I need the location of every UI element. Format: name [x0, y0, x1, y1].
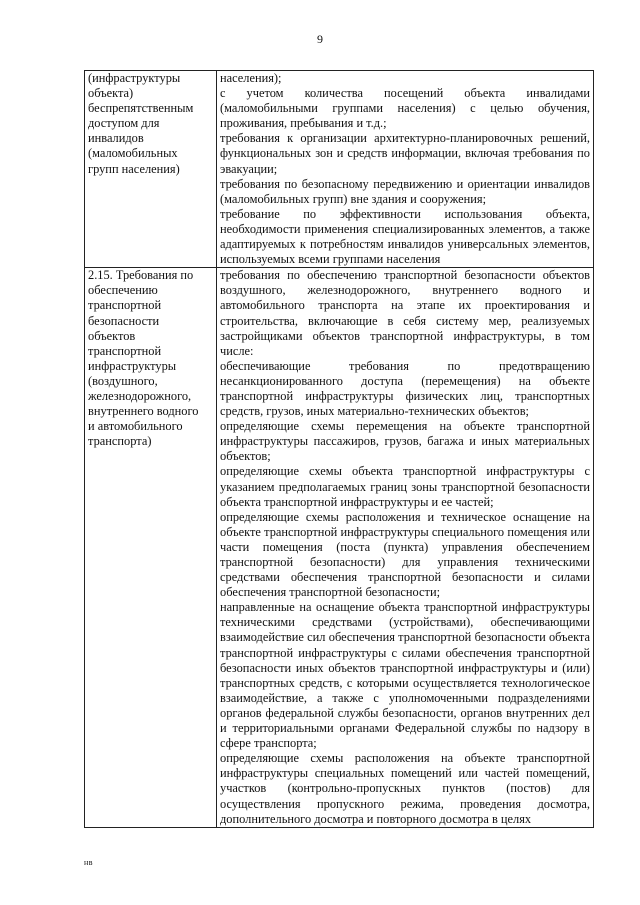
- page-number: 9: [317, 32, 323, 46]
- paragraph: определяющие схемы расположения на объекте транспортной инфраструктуры специальных помещений или частей помещений, участков (контрольно-пропускных пунктов (постов) для осуществления пропускного режима, проведения досмотра, дополнительного досмотра и повторного досмотра в целях: [220, 751, 590, 826]
- paragraph: обеспечивающие требования по предотвращению несанкционированного доступа (перемещения) на объекте транспортной инфраструктуры физических лиц, транспортных средств, грузов, иных материально-технических объектов;: [220, 358, 590, 419]
- cell-line: объектов: [88, 328, 136, 343]
- cell-line: 2.15. Требования по: [88, 268, 194, 283]
- paragraph: направленные на оснащение объекта транспортной инфраструктуры техническими средствами (устройствами), обеспечивающими взаимодействие сил обеспечения транспортной безопасности объекта транспортной инфраструктуры с силами обеспечения транспортной безопасности иных объектов транспортной инфраструктуры и (или) транспортных средств, с которыми осуществляется технологическое взаимодействие, а также с уполномоченными подразделениями органов федеральной службы безопасности, органов внутренних дел и территориальными органами Федеральной службы по надзору в сфере транспорта;: [220, 600, 590, 751]
- cell-line: (инфраструктуры: [88, 71, 181, 85]
- paragraph: определяющие схемы объекта транспортной инфраструктуры с указанием предполагаемых границ зоны транспортной безопасности объекта транспортной инфраструктуры и ее частей;: [220, 464, 590, 509]
- cell-line: железнодорожного,: [88, 388, 192, 403]
- cell-line: транспорта): [88, 434, 152, 449]
- cell-line: доступом для: [88, 116, 160, 131]
- cell-line: внутреннего водного: [88, 404, 199, 419]
- cell-line: (маломобильных: [88, 146, 178, 161]
- footer-code: нв: [84, 858, 94, 867]
- paragraph: с учетом количества посещений объекта инвалидами (маломобильными группами населения) с целью обучения, проживания, пребывания и т.д.;: [220, 86, 590, 131]
- paragraph: определяющие схемы перемещения на объекте транспортной инфраструктуры пассажиров, грузов, багажа и иных материальных объектов;: [220, 419, 590, 464]
- cell-line: инвалидов: [88, 131, 144, 146]
- table-cell-requirements: [217, 268, 594, 827]
- table-cell-requirements: [217, 71, 594, 268]
- requirements-table: [84, 70, 594, 828]
- cell-line: и автомобильного: [88, 419, 183, 434]
- cell-line: беспрепятственным: [88, 101, 194, 116]
- cell-line: (воздушного,: [88, 373, 158, 388]
- table-row: [85, 268, 594, 827]
- paragraph: требование по эффективности использования объекта, необходимости применения специализированных элементов, а также адаптируемых к потребностям инвалидов универсальных элементов, используемых всеми группами населения: [220, 206, 590, 267]
- paragraph: требования по безопасному передвижению и ориентации инвалидов (маломобильных групп) вне здания и сооружения;: [220, 176, 590, 206]
- paragraph: требования к организации архитектурно-планировочных решений, функциональных зон и средств информации, включая требования по эвакуации;: [220, 131, 590, 176]
- cell-line: транспортной: [88, 298, 162, 313]
- cell-line: транспортной: [88, 343, 162, 358]
- cell-line: безопасности: [88, 313, 160, 328]
- paragraph: требования по обеспечению транспортной безопасности объектов воздушного, железнодорожного, внутреннего водного и автомобильного транспорта на этапе их проектирования и строительства, включающие в себя систему мер, реализуемых застройщиками объектов транспортной инфраструктуры, в том числе:: [220, 268, 590, 358]
- paragraph: определяющие схемы расположения и техническое оснащение на объекте транспортной инфраструктуры специального помещения или части помещения (поста (пункта) управления обеспечением транспортной безопасности) для управления техническими средствами обеспечения транспортной безопасности и силами обеспечения транспортной безопасности;: [220, 509, 590, 600]
- cell-line: инфраструктуры: [88, 358, 177, 373]
- paragraph: населения);: [220, 71, 282, 85]
- table-cell-section: [85, 268, 217, 827]
- table-cell-section: [85, 71, 217, 268]
- table-row: [85, 71, 594, 268]
- cell-line: объекта): [88, 86, 134, 101]
- cell-line: групп населения): [88, 161, 180, 176]
- cell-line: обеспечению: [88, 283, 158, 298]
